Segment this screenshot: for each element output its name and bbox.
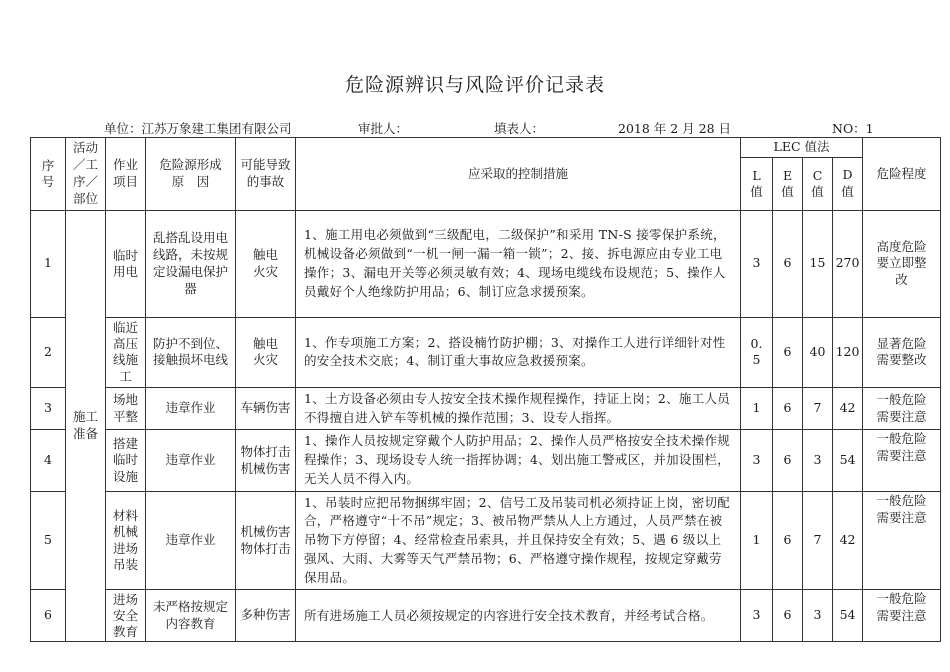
filler-label: 填表人：	[494, 121, 545, 136]
row-measures: 1、操作人员按规定穿戴个人防护用品；2、操作人员严格按安全技术操作规程操作；3、现场设专人统一指挥协调；4、划出施工警戒区，并加设围栏，无关人员不得入内。	[296, 430, 741, 491]
row-l: 0.5	[741, 317, 773, 387]
table-row	[31, 387, 941, 430]
date-label: 2018 年 2 月 28 日	[618, 121, 732, 136]
row-c: 3	[803, 430, 833, 491]
row-d: 120	[833, 317, 863, 387]
row-seq: 4	[31, 430, 66, 491]
row-d: 270	[833, 210, 863, 317]
row-cause: 违章作业	[146, 430, 236, 491]
row-measures: 所有进场施工人员必须按规定的内容进行安全技术教育，并经考试合格。	[296, 590, 741, 642]
header-cause: 危险源形成原 因	[146, 138, 236, 211]
row-d: 54	[833, 430, 863, 491]
row-item: 进场安全教育	[106, 590, 146, 642]
activity-group: 施工准备	[66, 210, 106, 642]
table-row	[31, 210, 941, 317]
header-e: E值	[773, 157, 803, 210]
row-l: 3	[741, 430, 773, 491]
row-e: 6	[773, 590, 803, 642]
row-level: 一般危险需要注意	[863, 430, 941, 491]
row-accident: 触电 火灾	[236, 317, 296, 387]
row-d: 42	[833, 491, 863, 590]
row-accident: 物体打击 机械伤害	[236, 430, 296, 491]
header-activity: 活动／工序／部位	[66, 138, 106, 211]
row-e: 6	[773, 317, 803, 387]
row-c: 15	[803, 210, 833, 317]
row-cause: 乱搭乱设用电线路，未按规定设漏电保护器	[146, 210, 236, 317]
row-accident: 触电 火灾	[236, 210, 296, 317]
risk-assessment-table	[30, 137, 941, 642]
header-level: 危险程度	[863, 138, 941, 211]
page-title: 危险源辨识与风险评价记录表	[344, 74, 605, 96]
row-seq: 6	[31, 590, 66, 642]
header-l: L值	[741, 157, 773, 210]
row-cause: 防护不到位、接触损坏电线	[146, 317, 236, 387]
row-measures: 1、吊装时应把吊物捆绑牢固；2、信号工及吊装司机必须持证上岗，密切配合，严格遵守“十不吊”规定；3、被吊物严禁从人上方通过，人员严禁在被吊物下方停留；4、经常检查吊索具，并且保持安全有效；5、遇 6 级以上强风、大雨、大雾等天气严禁吊物；6、严格遵守操作规程，按规定穿戴劳保用品。	[296, 491, 741, 590]
table-row	[31, 317, 941, 387]
row-accident: 多种伤害	[236, 590, 296, 642]
row-seq: 5	[31, 491, 66, 590]
row-e: 6	[773, 430, 803, 491]
row-accident: 车辆伤害	[236, 387, 296, 430]
header-row-top	[31, 138, 941, 158]
row-e: 6	[773, 387, 803, 430]
row-l: 3	[741, 210, 773, 317]
row-c: 7	[803, 387, 833, 430]
unit-label: 单位：江苏万象建工集团有限公司	[104, 121, 292, 136]
header-accident: 可能导致的事故	[236, 138, 296, 211]
row-level: 高度危险要立即整改	[863, 210, 941, 317]
row-seq: 1	[31, 210, 66, 317]
row-c: 7	[803, 491, 833, 590]
row-item: 临时用电	[106, 210, 146, 317]
header-seq: 序号	[31, 138, 66, 211]
row-level: 一般危险需要注意	[863, 590, 941, 642]
row-e: 6	[773, 491, 803, 590]
header-d: D 值	[833, 157, 863, 210]
row-d: 54	[833, 590, 863, 642]
row-level: 一般危险需要注意	[863, 387, 941, 430]
row-measures: 1、土方设备必须由专人按安全技术操作规程操作，持证上岗；2、施工人员不得擅自进入铲车等机械的操作范围；3、设专人指挥。	[296, 387, 741, 430]
row-seq: 2	[31, 317, 66, 387]
row-level: 一般危险需要注意	[863, 491, 941, 590]
row-l: 1	[741, 387, 773, 430]
row-item: 临近高压线施工	[106, 317, 146, 387]
header-lec: LEC 值法	[741, 138, 863, 158]
table-row	[31, 590, 941, 642]
row-accident: 机械伤害 物体打击	[236, 491, 296, 590]
approver-label: 审批人：	[358, 121, 409, 136]
row-item: 搭建临时设施	[106, 430, 146, 491]
row-level: 显著危险需要整改	[863, 317, 941, 387]
header-measures: 应采取的控制措施	[296, 138, 741, 211]
row-cause: 违章作业	[146, 491, 236, 590]
row-measures: 1、施工用电必须做到“三级配电，二级保护”和采用 TN-S 接零保护系统，机械设备必须做到“一机一闸一漏一箱一锁”；2、接、拆电源应由专业工电操作；3、漏电开关等必须灵敏有效；4、现场电缆线布设规范；5、操作人员戴好个人绝缘防护用品；6、制订应急求援预案。	[296, 210, 741, 317]
row-cause: 未严格按规定 内容教育	[146, 590, 236, 642]
table-row	[31, 430, 941, 491]
row-measures: 1、作专项施工方案；2、搭设楠竹防护棚；3、对操作工人进行详细针对性的安全技术交底；4、制订重大事故应急救援预案。	[296, 317, 741, 387]
row-c: 3	[803, 590, 833, 642]
header-item: 作业项目	[106, 138, 146, 211]
row-cause: 违章作业	[146, 387, 236, 430]
row-l: 3	[741, 590, 773, 642]
header-c: C值	[803, 157, 833, 210]
row-item: 场地平整	[106, 387, 146, 430]
table-row	[31, 491, 941, 590]
row-d: 42	[833, 387, 863, 430]
row-e: 6	[773, 210, 803, 317]
row-c: 40	[803, 317, 833, 387]
record-number: NO：1	[832, 121, 874, 136]
row-item: 材料机械进场吊装	[106, 491, 146, 590]
row-seq: 3	[31, 387, 66, 430]
row-l: 1	[741, 491, 773, 590]
